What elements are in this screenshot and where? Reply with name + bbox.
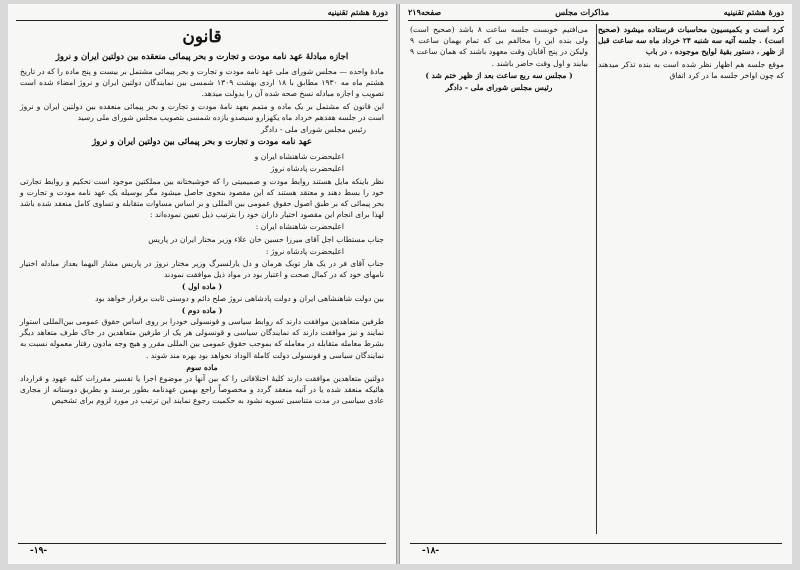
right-header-page: صفحه۲۱۹ — [408, 7, 442, 17]
plenipotentiary-line: اعلیحضرت شاهنشاه ایران : — [255, 222, 344, 232]
law-article: مادهٔ واحده — مجلس شورای ملی عهد نامه مودت و تجارت و بحر پیمائی مشتمل بر بیست و پنج ماده را که در تاریخ هشتم ماه مه ۱۹۳۰ مطابق با ۱۸ اردی بهشت ۱۳۰۹ شمسی بین نمایندگان دولتین ایران و نروژ امضاء شده است تصویب و اجازه مبادله نسخ صحه شده آن را بدولت میدهد. — [20, 67, 384, 99]
book-spread — [8, 4, 792, 564]
left-page-header — [16, 6, 388, 21]
minutes-paragraph: می‌افتیم خوبست جلسه ساعت ۸ باشد (صحیح است) ولی بنده این را مخالفم بی که تمام بهمان ساعت ۹ ولیکن در پنج آقایان وقت معهود باشند که همان ساعت ۹ بیایند و اول وقت حاضر باشند . — [410, 25, 588, 68]
article-3-text: دولتین متعاهدین موافقت دارند کلیهٔ اختلافاتی را که بین آنها در موضوع اجرا یا تفسیر مقررات کلیه عهود و قرارداد هائیکه منعقد شده یا در آتیه منعقد گردد و مخصوصاً راجع بهمین عهدنامه بطور برسند و بطریق دوستانه از مجاری عادی سیاسی در مدت متناسبی تسویه نشود به حکمیت رجوع نمایند این ترتیب در مورد لزوم برای تشخیص — [20, 374, 384, 406]
minutes-paragraph: کرد است و بکمیسیون محاسبات فرستاده میشود (صحیح است) . جلسه آتیه سه شنبه ۲۴ خرداد ماه سه ساعت قبل از ظهر ، دستور بقیهٔ لوایح موجوده ، در باب — [598, 25, 785, 57]
treaty-party-2: اعلیحضرت پادشاه نروژ — [270, 164, 344, 174]
plenipotentiary-line: جناب آقای فر در یک هار توبک هرمان و دل یارلسبرگ وزیر مختار نروژ در پاریس مشار الیهما بعداز مبادله اختیار نامهای خود که در کمال صحت و اعتبار بود در مواد ذیل موافقت نمودند — [20, 259, 384, 280]
article-2-heading: ( ماده دوم ) — [181, 305, 223, 315]
treaty-preamble: نظر باینکه مایل هستند روابط مودت و صمیمیتی را که خوشبختانه بین مملکتین موجود است تحکیم و روابط تجارتی خود را بسط دهند و معتقد هستند که این مقصود بنحوی حاصل میشود مگر بوسیله یک عهد نامه مودت و تجارت و بحر پیمائی که بر طبق اصول حقوق عمومی بین المللی و بر اساس مساوات متقابله و تساوی کامل منعقد شده باشد لهذا برای انجام این مقصود اختیار داران خود را بترتیب ذیل تعیین نموده‌اند : — [20, 176, 384, 220]
minutes-paragraph: موقع جلسه هم اظهار نظر شده است به بنده تذکر میدهند که چون اواخر جلسه ما در کرد اتفاق — [598, 59, 784, 80]
article-3-heading: ماده سوم — [186, 362, 218, 372]
article-1-text: بین دولت شاهنشاهی ایران و دولت پادشاهی نروژ صلح دائم و دوستی ثابت برقرار خواهد بود — [95, 293, 384, 303]
president-signature: رئیس مجلس شورای ملی - دادگر — [445, 83, 553, 93]
right-page — [400, 4, 792, 564]
right-header-volume: دورهٔ هشتم تقنینیه — [723, 7, 784, 17]
article-1-heading: ( ماده اول ) — [181, 282, 223, 292]
right-page-column-b — [410, 24, 588, 534]
left-page-number: -۱۹- — [30, 546, 48, 556]
article-2-text: طرفین متعاهدین موافقت دارند که روابط سیاسی و قونسولی خودرا بر روی اساس حقوق عمومی بین‌المللی استوار نمایند و نیز موافقت دارند که نمایندگان سیاسی و قونسولی هر یک از طرفین متعاهدین در خاک طرف متعاهد دیگر بشرط معامله متقابله در معامله که بموجب حقوق عمومی بین المللی مقرر و هیچ وجه مادون رفتار معموله نسبت به نمایندگان سیاسی و قونسولی دولت کاملة الوداد نخواهد بود بهره مند شوند . — [20, 317, 384, 360]
left-header-volume: دورهٔ هشتم تقنینیه — [327, 7, 388, 17]
left-page-body — [20, 24, 384, 534]
session-closing: ( مجلس سه ربع ساعت بعد از ظهر ختم شد ) — [425, 70, 573, 80]
column-divider — [596, 24, 597, 534]
right-page-number: -۱۸- — [422, 546, 440, 556]
right-page-footer — [410, 543, 782, 558]
left-page — [8, 4, 397, 564]
law-subtitle: اجازه مبادلهٔ عهد نامه مودت و تجارت و بحر پیمائی منعقده بین دولتین ایران و نروژ — [55, 52, 349, 62]
law-title: قانون — [182, 27, 222, 47]
right-header-title: مذاکرات مجلس — [555, 7, 609, 17]
left-page-footer — [18, 543, 386, 558]
plenipotentiary-line: جناب مستطاب اجل آقای میرزا حسین خان علاء وزیر مختار ایران در پاریس — [148, 234, 384, 244]
right-page-header — [408, 6, 784, 21]
treaty-title: عهد نامه مودت و تجارت و بحر پیمائی بین دولتین ایران و نروژ — [92, 137, 312, 148]
law-signature: رئیس مجلس شورای ملی - دادگر — [260, 125, 366, 135]
law-approval-note: این قانون که مشتمل بر یک ماده و متمم بعهد نامهٔ مودت و تجارت و بحر پیمائی منعقده بین دولتین ایران و نروژ است در جلسه هفدهم خرداد ماه یکهزارو سیصدو یازده شمسی بتصویب مجلس شورای ملی رسید — [20, 101, 384, 122]
plenipotentiary-line: اعلیحضرت پادشاه نروژ : — [265, 246, 344, 256]
treaty-party-1: اعلیحضرت شاهنشاه ایران و — [254, 152, 344, 162]
right-page-column-a — [598, 24, 784, 534]
